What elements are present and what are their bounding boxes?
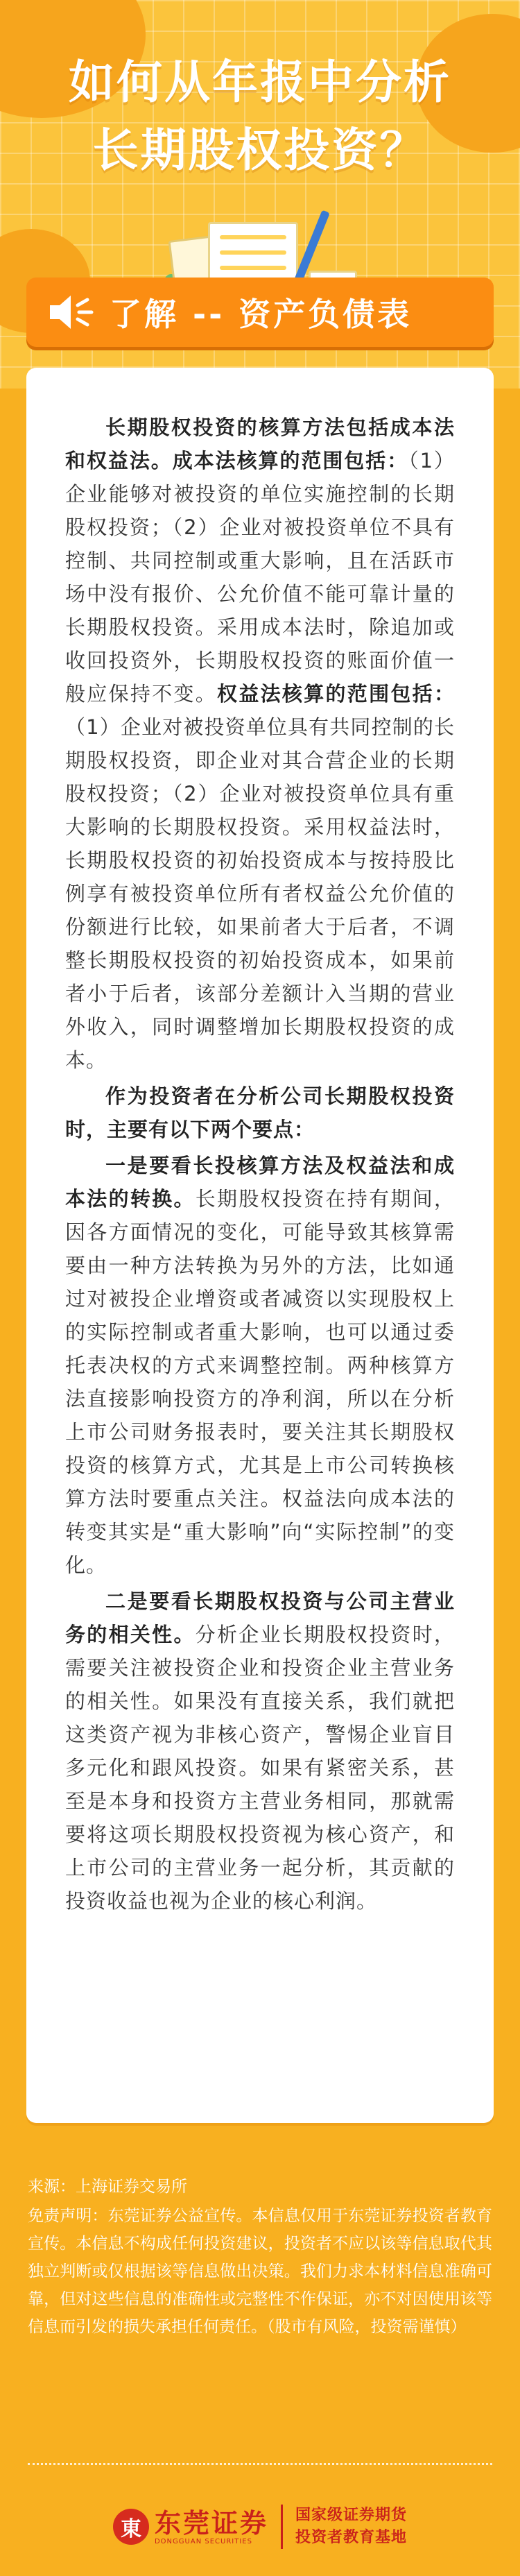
body-text: 长期股权投资在持有期间，因各方面情况的变化，可能导致其核算需要由一种方法转换为另外的方法，比如通过对被投企业增资或者减资以实现股权上的实际控制或者重大影响，也可以通过委托表决权的方式来调整控制。两种核算方法直接影响投资方的净利润，所以在分析上市公司财务报表时，要关注其长期股权投资的核算方式，尤其是上市公司转换核算方法时要重点关注。权益法向成本法的转变其实是“重大影响”向“实际控制”的变化。 xyxy=(65,1187,455,1577)
base-line-1: 国家级证券期货 xyxy=(295,2507,408,2524)
bold-text: 长期股权投资的核算方法包括成本法和权益法。成本法核算的范围包括： xyxy=(65,416,455,472)
logo-text xyxy=(155,2509,268,2545)
divider xyxy=(281,2505,283,2549)
body-text: （1）企业能够对被投资的单位实施控制的长期股权投资；（2）企业对被投资单位不具有控制、共同控制或重大影响，且在活跃市场中没有报价、公允价值不能可靠计量的长期股权投资。采用成本法时，除追加或收回投资外，长期股权投资的账面价值一般应保持不变。 xyxy=(65,449,455,706)
paragraph-methods xyxy=(65,411,455,1077)
body-text: 分析企业长期股权投资时，需要关注被投资企业和投资企业主营业务的相关性。如果没有直接关系，我们就把这类资产视为非核心资产，警惕企业盲目多元化和跟风投资。如果有紧密关系，甚至是本身和投资方主营业务相同，那就需要将这项长期股权投资视为核心资产，和上市公司的主营业务一起分析，其贡献的投资收益也视为企业的核心利润。 xyxy=(65,1623,455,1913)
title-line-1: 如何从年报中分析 xyxy=(69,56,451,109)
speaker-icon xyxy=(26,278,103,347)
bold-text: 二是要看长期股权投资与公司主营业务的相关性。 xyxy=(65,1589,455,1646)
paragraph-point-1 xyxy=(65,1149,455,1582)
logo-name-en: DONGGUAN SECURITIES xyxy=(154,2537,252,2545)
source-text: 来源：上海证券交易所 xyxy=(28,2178,187,2196)
content-card xyxy=(26,368,494,2123)
bold-text: 一是要看长投核算方法及权益法和成本法的转换。 xyxy=(65,1154,455,1211)
base-line-2: 投资者教育基地 xyxy=(295,2529,408,2546)
bold-text: 作为投资者在分析公司长期股权投资时，主要有以下两个要点： xyxy=(65,1084,455,1141)
page-title xyxy=(0,49,520,185)
paragraph-key-points xyxy=(65,1080,455,1146)
footer-notes xyxy=(0,2144,520,2341)
header xyxy=(0,0,520,389)
logo-icon: 東 xyxy=(113,2509,149,2545)
logo-name-cn: 东莞证券 xyxy=(154,2507,268,2539)
body-text: （1）企业对被投资单位具有共同控制的长期股权投资，即企业对其合营企业的长期股权投资；（2）企业对被投资单位具有重大影响的长期股权投资。采用权益法时，长期股权投资的初始投资成本与按持股比例享有被投资单位所有者权益公允价值的份额进行比较，如果前者大于后者，不调整长期股权投资的初始投资成本，如果前者小于后者，该部分差额计入当期的营业外收入，同时调整增加长期股权投资的成本。 xyxy=(65,715,455,1072)
divider xyxy=(28,2463,492,2465)
section-banner xyxy=(26,278,494,347)
bold-text: 权益法核算的范围包括： xyxy=(217,682,455,706)
footer xyxy=(0,2144,520,2576)
title-line-2: 长期股权投资？ xyxy=(92,123,428,177)
brand-logo xyxy=(0,2505,520,2549)
banner-title: 了解 -- 资产负债表 xyxy=(110,296,413,333)
disclaimer-text: 免责声明：东莞证券公益宣传。本信息仅用于东莞证券投资者教育宣传。本信息不构成任何投资建议，投资者不应以该等信息取代其独立判断或仅根据该等信息做出决策。我们力求本材料信息准确可靠，但对这些信息的准确性或完整性不作保证，亦不对因使用该等信息而引发的损失承担任何责任。（股市有风险，投资需谨慎） xyxy=(28,2207,492,2336)
education-base-label xyxy=(295,2505,407,2549)
paragraph-point-2 xyxy=(65,1585,455,1918)
